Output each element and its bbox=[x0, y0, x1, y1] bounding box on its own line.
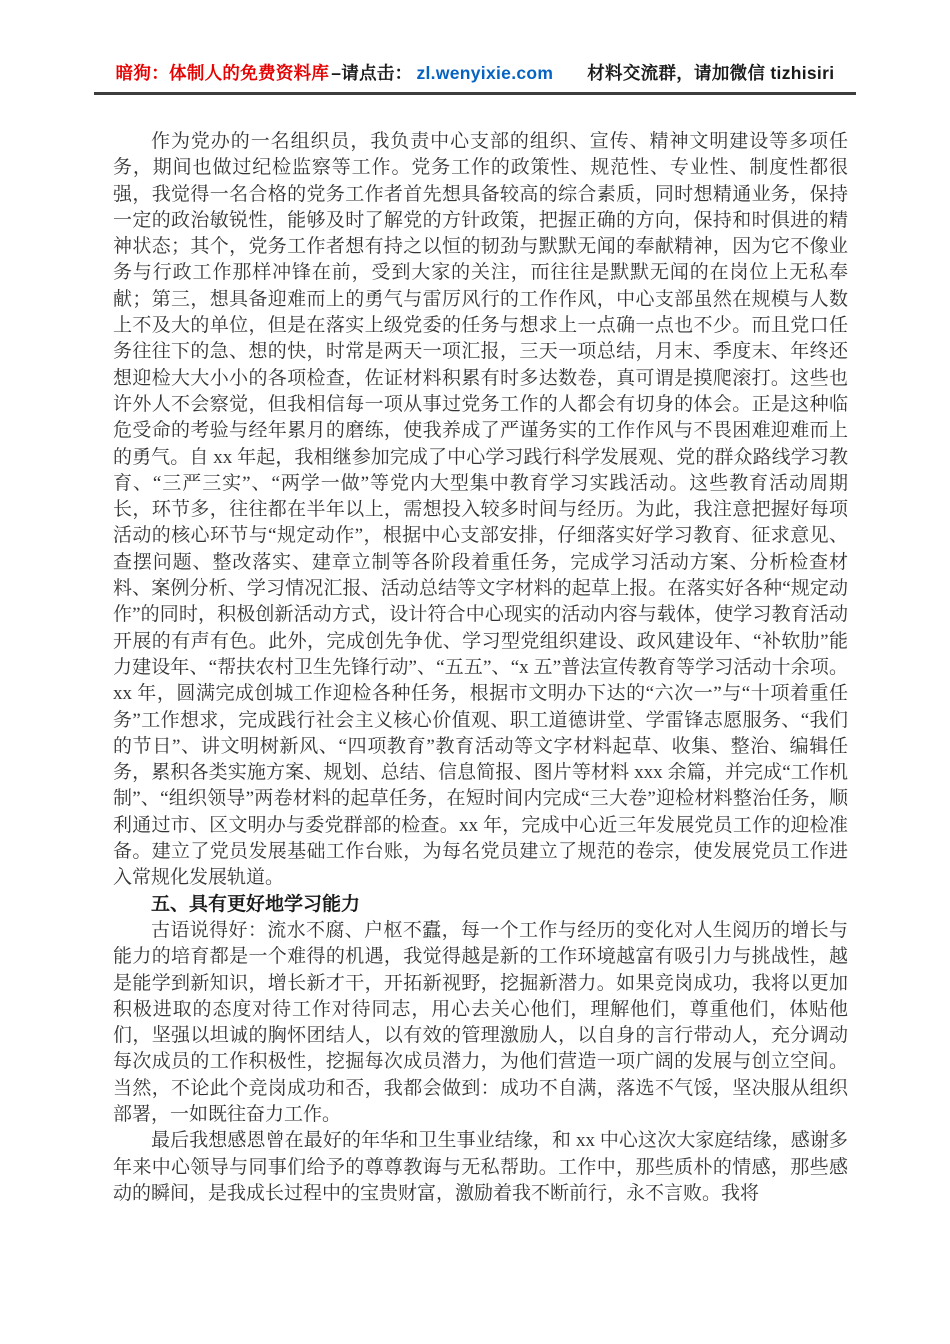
brand-text: 暗狗：体制人的免费资料库 bbox=[115, 63, 330, 83]
click-hint-text: –请点击： bbox=[331, 63, 413, 83]
paragraph-1: 作为党办的一名组织员，我负责中心支部的组织、宣传、精神文明建设等多项任务，期间也做过纪检监察等工作。党务工作的政策性、规范性、专业性、制度性都很强，我觉得一名合格的党务工作者首先想具备较高的综合素质，同时想精通业务，保持一定的政治敏锐性，能够及时了解党的方针政策，把握正确的方向，保持和时俱进的精神状态；其个，党务工作者想有持之以恒的韧劲与默默无闻的奉献精神，因为它不像业务与行政工作那样冲锋在前，受到大家的关注，而往往是默默无闻的在岗位上无私奉献；第三，想具备迎难而上的勇气与雷厉风行的工作作风，中心支部虽然在规模与人数上不及大的单位，但是在落实上级党委的任务与想求上一点确一点也不少。而且党口任务往往下的急、想的快，时常是两天一项汇报，三天一项总结，月末、季度末、年终还想迎检大大小小的各项检查，佐证材料积累有时多达数卷，真可谓是摸爬滚打。这些也许外人不会察觉，但我相信每一项从事过党务工作的人都会有切身的体会。正是这种临危受命的考验与经年累月的磨练，使我养成了严谨务实的工作作风与不畏困难迎难而上的勇气。自 xx 年起，我相继参加完成了中心学习践行科学发展观、党的群众路线学习教育、“三严三实”、“两学一做”等党内大型集中教育学习实践活动。这些教育活动周期长，环节多，往往都在半年以上，需想投入较多时间与经历。为此，我注意把握好每项活动的核心环节与“规定动作”，根据中心支部安排，仔细落实好学习教育、征求意见、查摆问题、整改落实、建章立制等各阶段着重任务，完成学习活动方案、分析检查材料、案例分析、学习情况汇报、活动总结等文字材料的起草上报。在落实好各种“规定动作”的同时，积极创新活动方式，设计符合中心现实的活动内容与载体，使学习教育活动开展的有声有色。此外，完成创先争优、学习型党组织建设、政风建设年、“补软肋”能力建设年、“帮扶农村卫生先锋行动”、“五五”、“x 五”普法宣传教育等学习活动十余项。xx 年，圆满完成创城工作迎检各种任务，根据市文明办下达的“六次一”与“十项着重任务”工作想求，完成践行社会主义核心价值观、职工道德讲堂、学雷锋志愿服务、“我们的节日”、讲文明树新风、“四项教育”教育活动等文字材料起草、收集、整治、编辑任务，累积各类实施方案、规划、总结、信息简报、图片等材料 xxx 余篇，并完成“工作机制”、“组织领导”两卷材料的起草任务，在短时间内完成“三大卷”迎检材料整治任务，顺利通过市、区文明办与委党群部的检查。xx 年，完成中心近三年发展党员工作的迎检准备。建立了党员发展基础工作台账，为每名党员建立了规范的卷宗，使发展党员工作进入常规化发展轨道。 bbox=[113, 131, 848, 889]
site-link[interactable]: zl.wenyixie.com bbox=[416, 63, 554, 83]
paragraph-2: 古语说得好：流水不腐、户枢不蠹，每一个工作与经历的变化对人生阅历的增长与能力的培育都是一个难得的机遇，我觉得越是新的工作环境越富有吸引力与挑战性，越是能学到新知识，增长新才干，开拓新视野，挖掘新潜力。如果竞岗成功，我将以更加积极进取的态度对待工作对待同志，用心去关心他们，理解他们，尊重他们，体贴他们，坚强以坦诚的胸怀团结人，以有效的管理激励人，以自身的言行带动人，充分调动每次成员的工作积极性，挖掘每次成员潜力，为他们营造一项广阔的发展与创立空间。当然，不论此个竞岗成功和否，我都会做到：成功不自满，落选不气馁，坚决服从组织部署，一如既往奋力工作。 bbox=[113, 919, 848, 1125]
document-body bbox=[113, 129, 848, 1207]
header-banner bbox=[0, 0, 950, 85]
header-divider bbox=[94, 92, 856, 95]
contact-text: 材料交流群，请加微信 tizhisiri bbox=[587, 63, 835, 83]
section-heading-5: 五、具有更好地学习能力 bbox=[151, 893, 361, 915]
paragraph-3: 最后我想感恩曾在最好的年华和卫生事业结缘，和 xx 中心这次大家庭结缘，感谢多年来中心领导与同事们给予的尊尊教诲与无私帮助。工作中，那些质朴的情感，那些感动的瞬间，是我成长过程中的宝贵财富，激励着我不断前行，永不言败。我将 bbox=[113, 1130, 848, 1204]
